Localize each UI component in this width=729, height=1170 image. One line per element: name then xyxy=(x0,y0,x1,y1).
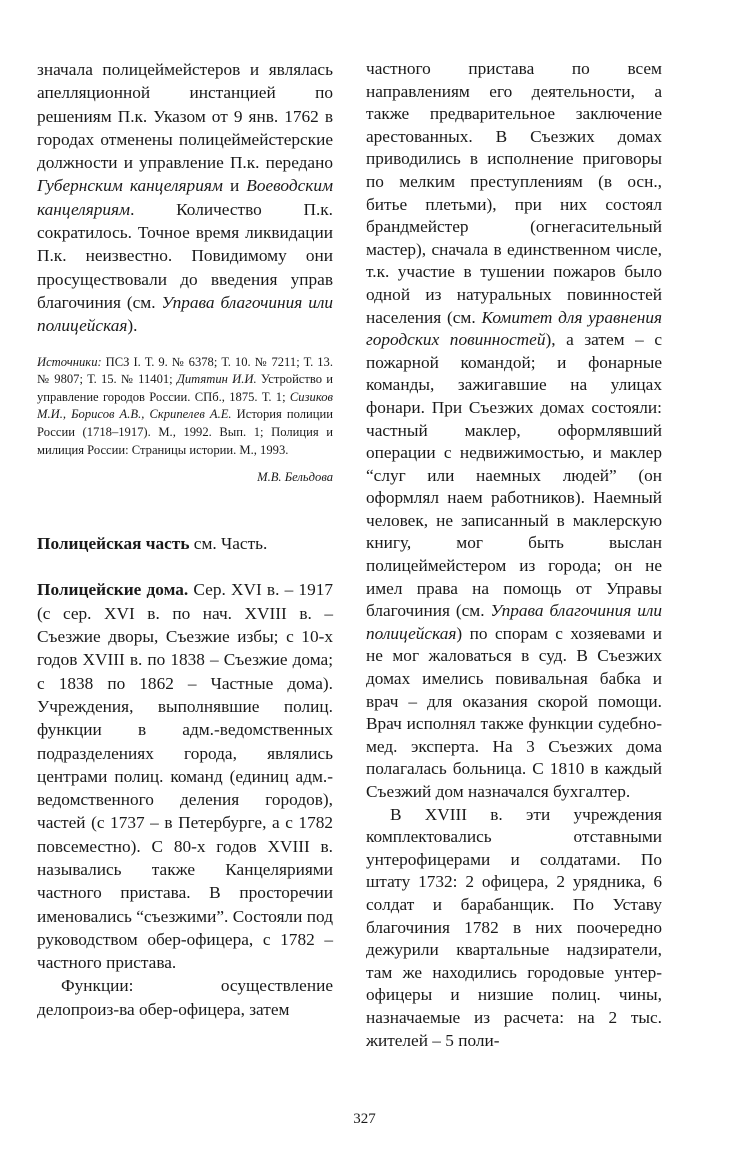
text-run: Функции: осуществление делопроиз-ва обер-офицера, затем xyxy=(37,976,333,1019)
entry-police-part xyxy=(37,532,333,555)
italic-reference: Губернским канцеляриям xyxy=(37,176,223,196)
text-run: частного пристава по всем направлениям его деятельности, а также предварительное заключение арестованных. В Съезжих домах приводились в исполнение приговоры по мелким преступлениям (в осн., битье плетьми), при них состоял брандмейстер (огнегасительный мастер), сначала в единственном числе, т.к. участие в тушении пожаров было одной из натуральных повинностей населения (см. xyxy=(366,59,662,327)
italic-reference: Сизиков М.И., Борисов А.В., Скрипелев А.Е. xyxy=(37,389,333,422)
paragraph-continuation xyxy=(37,58,333,338)
entry-police-houses xyxy=(37,578,333,974)
text-run: значала полицеймейстеров и являлась апелляционной инстанцией по решениям П.к. Указом от 9 янв. 1762 в городах отменены полицеймейстерские должности и управление П.к. передано xyxy=(37,60,333,173)
text-run: В XVIII в. эти учреждения комплектовались отставными унтерофицерами и солдатами. По штату 1732: 2 офицера, 2 урядника, 6 солдат и барабанщик. По Уставу благочиния 1782 в них поочередно дежурили квартальные надзиратели, там же находились городовые унтер-офицеры и низшие полиц. чины, назначаемые из расчета: на 2 тыс. жителей – 5 поли- xyxy=(366,804,662,1050)
text-run: ПСЗ I. Т. 9. № 6378; Т. 10. № 7211; Т. 13. № 9807; Т. 15. № 11401; xyxy=(37,354,333,387)
text-run: и xyxy=(222,176,247,196)
text-run: Сер. XVI в. – 1917 (с сер. XVI в. по нач. XVIII в. – Съезжие дворы, Съезжие избы; с 10-х годов XVIII в. по 1838 – Съезжие дома; с 1838 по 1862 – Частные дома). Учреждения, выполнявшие полиц. функции в адм.-ведомственных подразделениях города, являлись центрами полиц. команд (единиц адм.-ведомственного деления городов), частей (с 1737 – в Петербурге, а с 1782 повсеместно). С 80-х годов XVIII в. назывались также Канцеляриями частного пристава. В просторечии именовались “съезжими”. Состояли под руководством обер-офицера, с 1782 – частного пристава. xyxy=(37,580,333,973)
text-run: . Количество П.к. сократилось. Точное время ликвидации П.к. неизвестно. Повидимому они просуществовали до введения управ благочиния (см. xyxy=(37,199,333,312)
article-author: М.В. Бельдова xyxy=(257,470,333,485)
text-run: ). xyxy=(127,316,138,336)
entry-headword: Полицейская часть xyxy=(37,534,190,554)
paragraph-functions xyxy=(37,974,333,1021)
paragraph-continuation-right xyxy=(366,58,662,804)
italic-reference: Источники: xyxy=(37,354,102,369)
italic-reference: Воеводским канцеляриям xyxy=(37,176,333,219)
right-column xyxy=(366,58,662,1052)
text-run: см. Часть. xyxy=(189,534,268,554)
left-column xyxy=(37,58,333,1021)
text-run: Устройство и управление городов России. СПб., 1875. Т. 1; xyxy=(37,372,334,404)
text-run: История полиции России (1718–1917). М., 1992. Вып. 1; Полиция и милиция России: Страницы истории. М., 1993. xyxy=(37,407,333,457)
italic-reference: Дитятин И.И. xyxy=(176,372,257,387)
entry-headword: Полицейские дома. xyxy=(37,580,189,600)
page-number: 327 xyxy=(353,1111,376,1127)
sources-note xyxy=(37,354,333,460)
italic-reference: Управа благочиния или полицейская xyxy=(366,601,663,643)
text-run: ), а затем – с пожарной командой; и фонарные команды, зажигавшие на улицах фонари. При Съезжих домах состояли: частный маклер, оформлявший операции с недвижимостью, и маклер “слуг или наемных людей” (он оформлял наем работников). Наемный человек, не записанный в маклерскую книгу, мог быть выслан полицеймейстером из города; он не имел права на помощь от Управы благочиния (см. xyxy=(366,330,663,621)
paragraph-staffing xyxy=(366,804,662,1053)
text-run: ) по спорам с хозяевами и не мог жаловаться в суд. В Съезжих домах имелись повивальная бабка и врач – для оказания скорой помощи. Врач исполнял также функции судебно-мед. эксперта. На 3 Съезжих дома полагалась больница. С 1810 в каждый Съезжий дом назначался бухгалтер. xyxy=(366,623,662,801)
italic-reference: Управа благочиния или полицейская xyxy=(37,292,334,336)
italic-reference: Комитет для уравнения городских повинностей xyxy=(366,307,662,350)
